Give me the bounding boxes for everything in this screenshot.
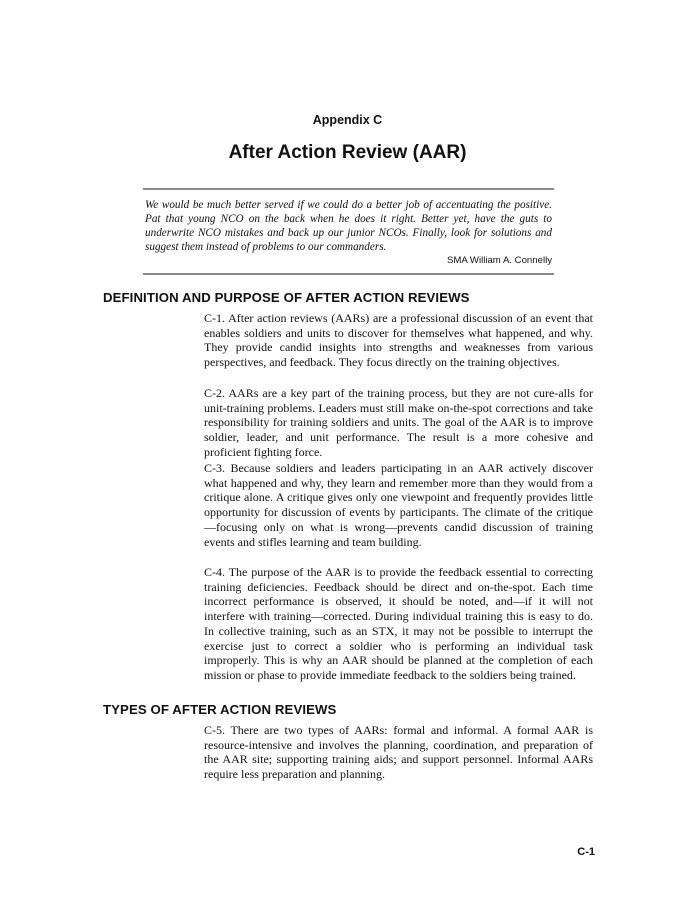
paragraph-c5: C-5. There are two types of AARs: formal and informal. A formal AAR is resource-intensive and involves the planning, coordination, and preparation of the AAR site; supporting training aids; and support personnel. Informal AARs require less preparation and planning.	[204, 723, 593, 782]
appendix-label: Appendix C	[312, 113, 383, 127]
page-number: C-1	[577, 846, 595, 858]
quote-author: SMA William A. Connelly	[446, 255, 552, 266]
section-heading-types: TYPES OF AFTER ACTION REVIEWS	[103, 702, 337, 717]
paragraph-c4: C-4. The purpose of the AAR is to provide the feedback essential to correcting training deficiencies. Feedback should be direct and on-the-spot. Each time incorrect performance is observed, it should be noted, and—if it will not interfere with training—corrected. During individual training this is easy to do. In collective training, such as an STX, it may not be possible to interrupt the exercise just to correct a soldier who is performing an individual task improperly. This is why an AAR should be planned at the completion of each mission or phase to provide immediate feedback to the soldiers being trained.	[204, 565, 593, 682]
quote-text: We would be much better served if we could do a better job of accentuating the positive. Pat that young NCO on the back when he does it right. Better yet, have the guts to underwrite NCO mistakes and back up our junior NCOs. Finally, look for solutions and suggest them instead of problems to our commanders.	[145, 199, 552, 253]
page-title: After Action Review (AAR)	[228, 142, 467, 163]
section-heading-definition: DEFINITION AND PURPOSE OF AFTER ACTION REVIEWS	[103, 290, 470, 305]
paragraph-c3: C-3. Because soldiers and leaders participating in an AAR actively discover what happened and why, they learn and remember more than they would from a critique alone. A critique gives only one viewpoint and frequently provides little opportunity for discussion of events by participants. The climate of the critique—focusing only on what is wrong—prevents candid discussion of training events and stifles learning and team building.	[204, 461, 593, 549]
epigraph-quote	[143, 188, 554, 275]
paragraph-c1: C-1. After action reviews (AARs) are a professional discussion of an event that enables soldiers and units to discover for themselves what happened, and why. They provide candid insights into strengths and weaknesses from various perspectives, and feedback. They focus directly on the training objectives.	[204, 311, 593, 370]
paragraph-c2: C-2. AARs are a key part of the training process, but they are not cure-alls for unit-training problems. Leaders must still make on-the-spot corrections and take responsibility for training soldiers and units. The goal of the AAR is to improve soldier, leader, and unit performance. The result is a more cohesive and proficient fighting force.	[204, 386, 593, 459]
